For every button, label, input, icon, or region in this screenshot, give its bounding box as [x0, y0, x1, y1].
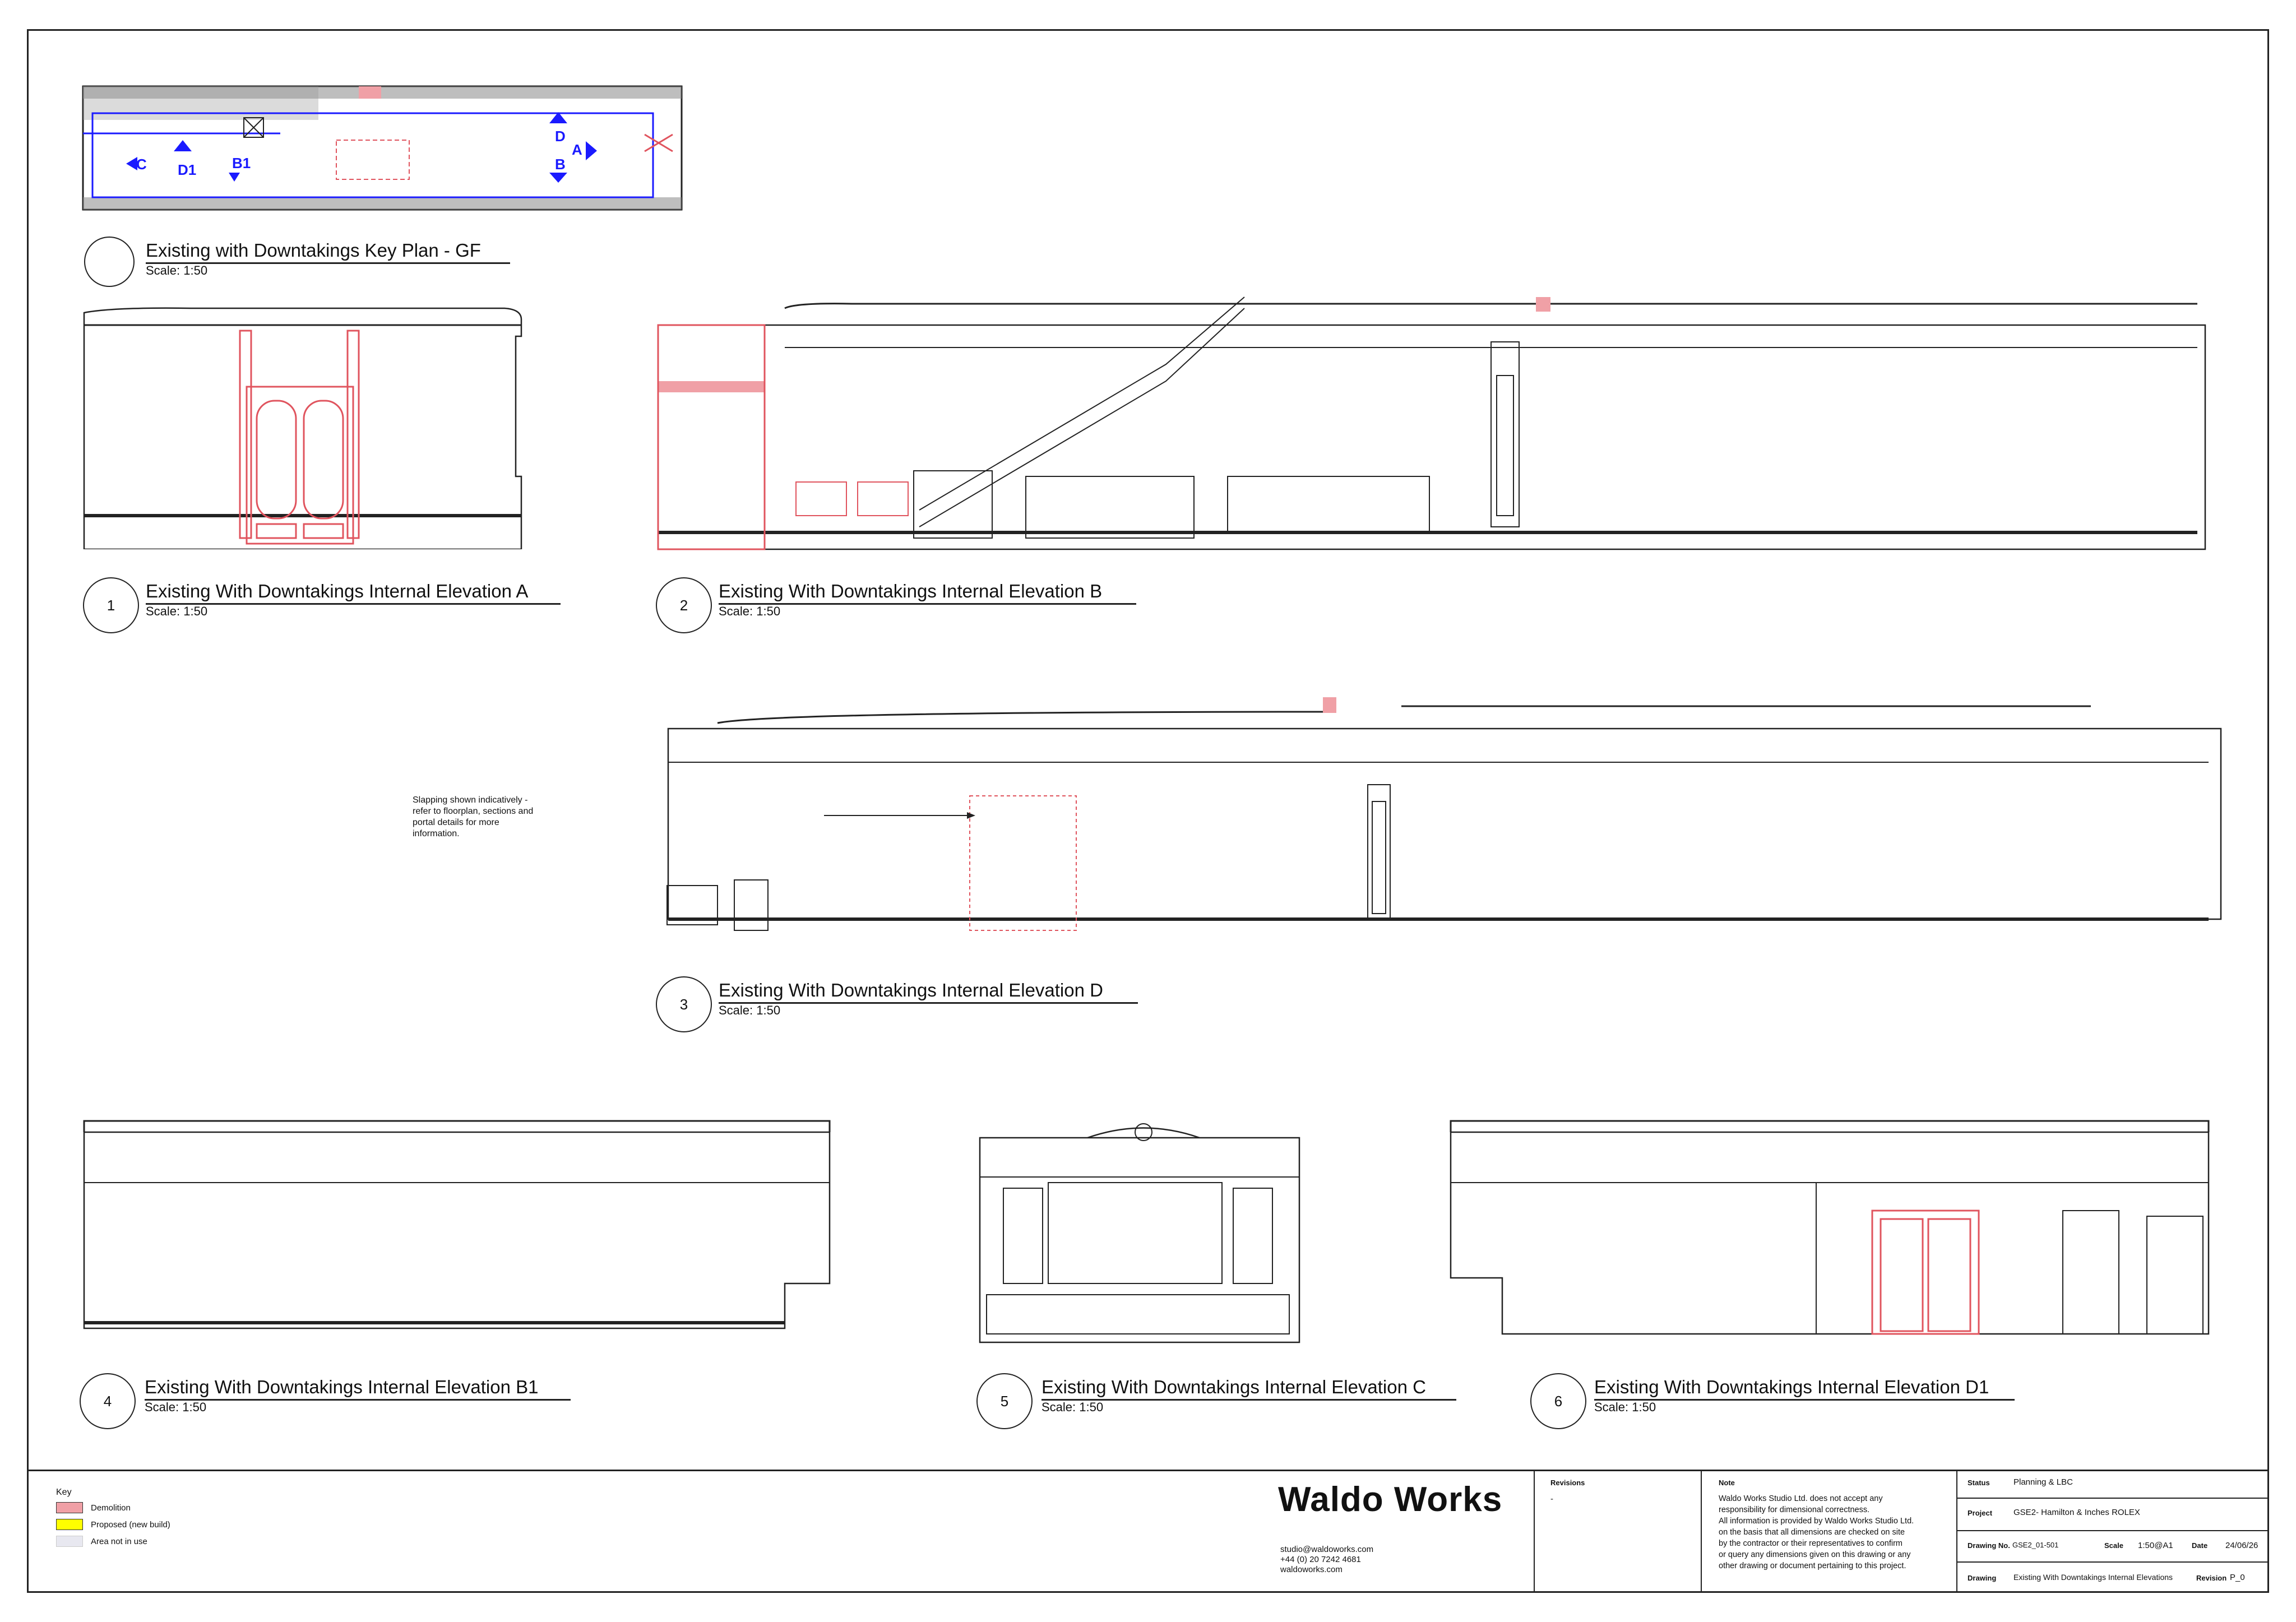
studio-email: studio@waldoworks.com [1280, 1545, 1374, 1554]
marker-label-b: B [555, 156, 566, 173]
view-1-underline [146, 603, 561, 605]
marker-label-b1: B1 [232, 155, 251, 172]
key-item-proposed: Proposed (new build) [91, 1520, 170, 1530]
project-label: Project [1968, 1509, 1993, 1517]
elevation-b-drawing [650, 291, 2225, 572]
title-block [27, 1470, 2269, 1595]
scale-value: 1:50@A1 [2138, 1541, 2173, 1550]
proposed-swatch [56, 1519, 83, 1530]
view-2-circle: 2 [656, 577, 712, 633]
revision-value: P_0 [2230, 1573, 2245, 1582]
status-value: Planning & LBC [2013, 1477, 2073, 1487]
key-heading: Key [56, 1487, 72, 1497]
marker-label-a: A [572, 141, 582, 158]
view-4-title: Existing With Downtakings Internal Elevation B1 [145, 1377, 539, 1397]
view-4-circle: 4 [80, 1373, 136, 1429]
note-heading: Note [1719, 1479, 1735, 1487]
view-5-underline [1041, 1399, 1456, 1401]
project-value: GSE2- Hamilton & Inches ROLEX [2013, 1508, 2140, 1517]
title-block-divider [1701, 1470, 1702, 1593]
elevation-a-drawing [78, 303, 527, 549]
note-body: Waldo Works Studio Ltd. does not accept any responsibility for dimensional correctness. All information is provided by Waldo Works Studio Ltd. on the basis that all dimensions are checked on site by the contractor or their representatives to confirm or query any dimensions given on this drawing or any other drawing or document pertaining to this project. [1719, 1494, 1914, 1570]
key-item-not-in-use: Area not in use [91, 1537, 147, 1546]
elevation-b1-drawing [78, 1099, 841, 1334]
view-6-title: Existing With Downtakings Internal Elevation D1 [1594, 1377, 1989, 1397]
marker-label-c: C [136, 156, 147, 173]
key-plan-title: Existing with Downtakings Key Plan - GF [146, 240, 481, 261]
date-label: Date [2192, 1541, 2208, 1550]
studio-web: waldoworks.com [1280, 1565, 1343, 1574]
view-6-scale: Scale: 1:50 [1594, 1400, 1656, 1414]
slapping-annotation: Slapping shown indicatively - refer to floorplan, sections and portal details for more information. [413, 795, 534, 838]
elevation-d-drawing [661, 695, 2225, 942]
view-2-underline [719, 603, 1136, 605]
view-6-underline [1594, 1399, 2015, 1401]
studio-phone: +44 (0) 20 7242 4681 [1280, 1555, 1361, 1564]
drawing-value: Existing With Downtakings Internal Elevations [2013, 1573, 2173, 1582]
elevation-c-drawing [975, 1121, 1300, 1345]
title-block-row-line [1956, 1530, 2269, 1531]
marker-label-d: D [555, 128, 566, 145]
revisions-value: - [1550, 1494, 1553, 1504]
view-1-title: Existing With Downtakings Internal Elevation A [146, 581, 529, 601]
view-3-circle: 3 [656, 976, 712, 1032]
view-1-scale: Scale: 1:50 [146, 604, 208, 618]
view-6-circle: 6 [1530, 1373, 1586, 1429]
view-5-title: Existing With Downtakings Internal Elevation C [1041, 1377, 1426, 1397]
view-5-circle: 5 [976, 1373, 1033, 1429]
key-plan-circle [84, 237, 135, 287]
title-block-row-line [1956, 1498, 2269, 1499]
title-block-row-line [1956, 1561, 2269, 1563]
drawing-label: Drawing [1968, 1574, 1997, 1582]
view-4-underline [145, 1399, 571, 1401]
view-4-scale: Scale: 1:50 [145, 1400, 207, 1414]
title-block-divider [1534, 1470, 1535, 1593]
studio-logo: Waldo Works [1278, 1480, 1503, 1519]
not-in-use-swatch [56, 1536, 83, 1547]
revision-label: Revision [2196, 1574, 2227, 1582]
drawing-no-value: GSE2_01-501 [2012, 1541, 2059, 1549]
marker-label-d1: D1 [178, 161, 197, 178]
drawing-no-label: Drawing No. [1968, 1541, 2010, 1550]
view-3-underline [719, 1002, 1138, 1004]
view-2-scale: Scale: 1:50 [719, 604, 781, 618]
date-value: 24/06/26 [2225, 1541, 2258, 1550]
view-2-title: Existing With Downtakings Internal Elevation B [719, 581, 1103, 601]
view-3-scale: Scale: 1:50 [719, 1003, 781, 1017]
key-item-demolition: Demolition [91, 1503, 131, 1513]
title-block-divider [1956, 1470, 1957, 1593]
demolition-swatch [56, 1502, 83, 1513]
status-label: Status [1968, 1479, 1990, 1487]
revisions-heading: Revisions [1550, 1479, 1585, 1487]
view-3-title: Existing With Downtakings Internal Elevation D [719, 980, 1103, 1000]
key-plan-scale: Scale: 1:50 [146, 263, 208, 277]
view-1-circle: 1 [83, 577, 139, 633]
elevation-d1-drawing [1441, 1099, 2220, 1340]
key-plan-drawing [78, 78, 689, 224]
scale-label: Scale [2104, 1541, 2123, 1550]
view-5-scale: Scale: 1:50 [1041, 1400, 1104, 1414]
